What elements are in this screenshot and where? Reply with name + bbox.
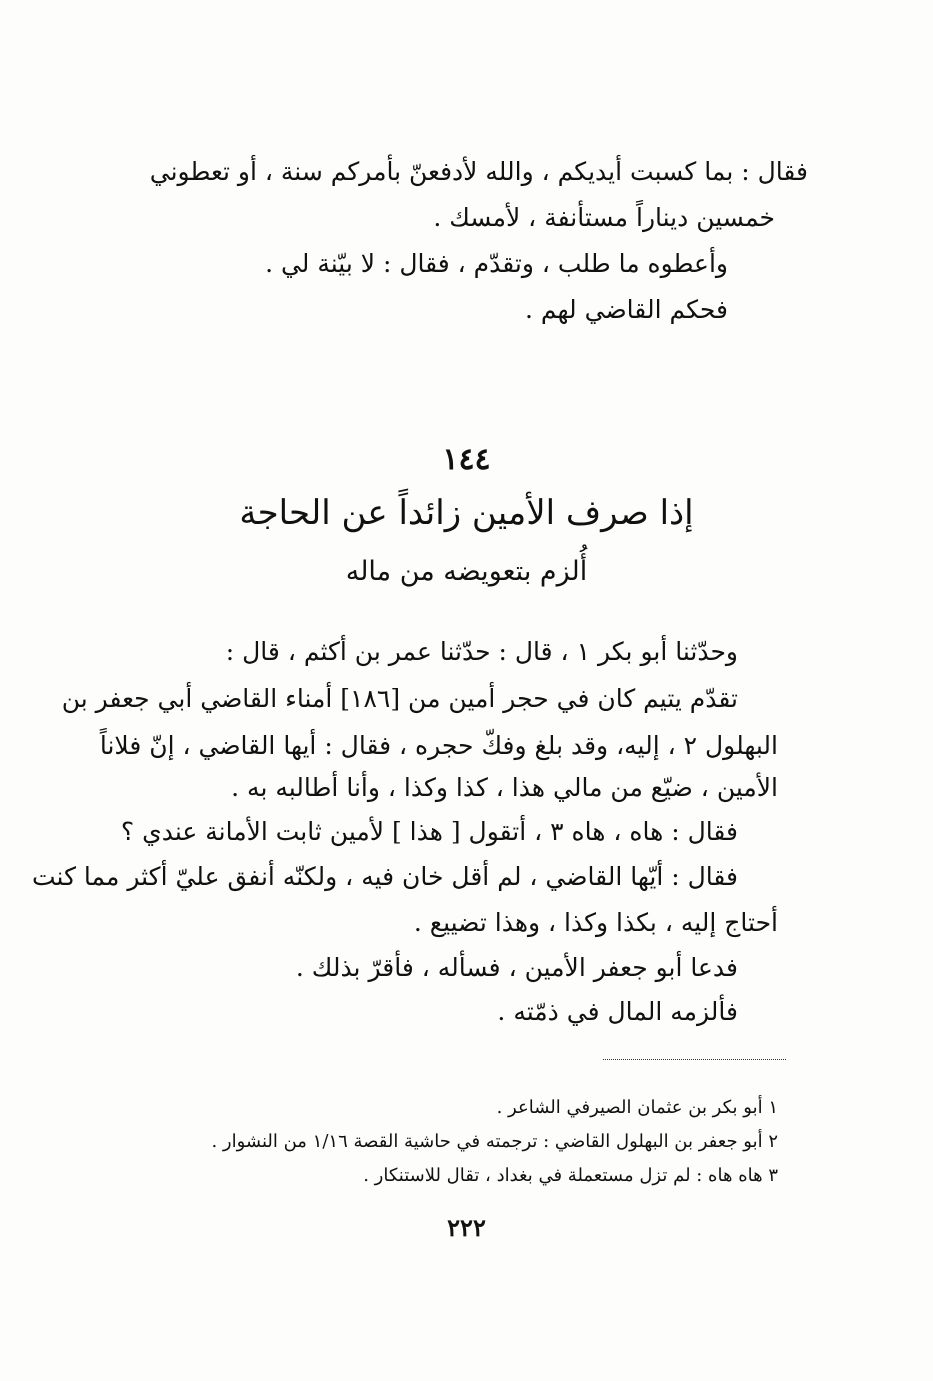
text-line: فحكم القاضي لهم .: [525, 295, 728, 324]
text-line: فقال : بما كسبت أيديكم ، والله لأدفعنّ بأمركم سنة ، أو تعطوني: [149, 157, 808, 186]
story-title: إذا صرف الأمين زائداً عن الحاجة: [239, 493, 694, 533]
text-line: تقدّم يتيم كان في حجر أمين من [١٨٦] أمناء القاضي أبي جعفر بن: [61, 684, 738, 713]
footnote: ٢ أبو جعفر بن البهلول القاضي : ترجمته في حاشية القصة ١/١٦ من النشوار .: [211, 1131, 778, 1152]
footnote-divider: [603, 1059, 786, 1060]
footnote: ٣ هاه هاه : لم تزل مستعملة في بغداد ، تقال للاستنكار .: [363, 1165, 778, 1186]
footnote: ١ أبو بكر بن عثمان الصيرفي الشاعر .: [496, 1097, 778, 1118]
text-line: أحتاج إليه ، بكذا وكذا ، وهذا تضييع .: [413, 908, 778, 937]
text-line: البهلول ٢ ، إليه، وقد بلغ وفكّ حجره ، فقال : أيها القاضي ، إنّ فلاناً: [99, 731, 778, 760]
page-number: ٢٢٢: [447, 1213, 486, 1242]
text-line: وحدّثنا أبو بكر ١ ، قال : حدّثنا عمر بن أكثم ، قال :: [225, 637, 738, 666]
text-line: فقال : أيّها القاضي ، لم أقل خان فيه ، ولكنّه أنفق عليّ أكثر مما كنت: [31, 862, 738, 891]
story-number: ١٤٤: [442, 442, 491, 477]
text-line: فدعا أبو جعفر الأمين ، فسأله ، فأقرّ بذلك .: [295, 953, 738, 982]
text-line: فقال : هاه ، هاه ٣ ، أتقول [ هذا ] لأمين ثابت الأمانة عندي ؟: [120, 817, 738, 846]
text-line: الأمين ، ضيّع من مالي هذا ، كذا وكذا ، وأنا أطالبه به .: [231, 773, 778, 802]
text-line: وأعطوه ما طلب ، وتقدّم ، فقال : لا بيّنة لي .: [265, 249, 728, 278]
text-line: فألزمه المال في ذمّته .: [497, 997, 738, 1026]
text-line: خمسين ديناراً مستأنفة ، لأمسك .: [433, 203, 775, 232]
story-subtitle: أُلزم بتعويضه من ماله: [345, 556, 588, 587]
